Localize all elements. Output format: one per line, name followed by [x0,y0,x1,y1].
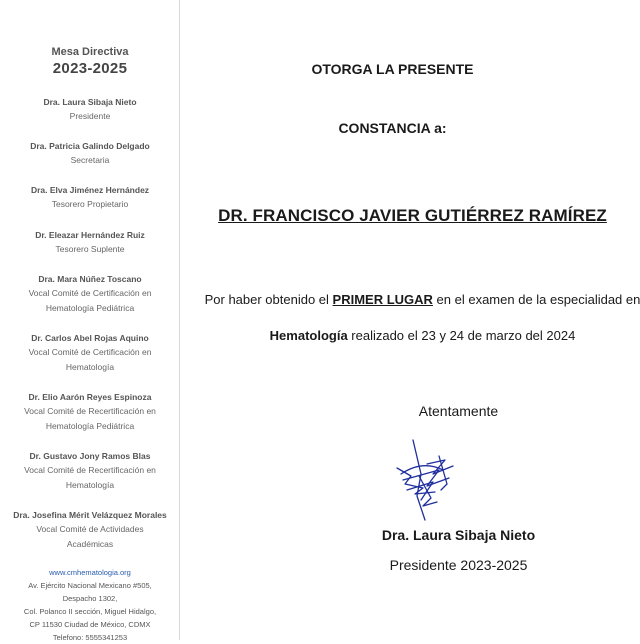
signer-role: Presidente 2023-2025 [389,557,528,573]
address-line: Despacho 1302, [62,594,118,603]
member-entry [0,139,180,168]
signature-image [393,436,463,526]
member-name: Dra. Patricia Galindo Delgado [30,141,150,151]
reason-line-2 [193,328,640,343]
logo-text [42,0,137,3]
website-link[interactable]: www.cmhematologia.org [49,568,131,577]
member-role: Vocal Comité de Certificación en [28,288,152,298]
specialty: Hematología [269,328,348,343]
phone-line: Telefono: 5555341253 [52,633,128,642]
member-role: Hematología [65,362,115,372]
sidebar-board [0,0,180,640]
member-role: Hematología [65,480,115,490]
reason-date: realizado el 23 y 24 de marzo del 2024 [347,328,576,343]
address-line: CP 11530 Ciudad de México, CDMX [29,620,151,629]
member-entry [0,183,180,212]
member-name: Dra. Elva Jiménez Hernández [30,185,150,195]
member-entry [0,390,180,434]
reason-line-1 [193,292,640,307]
member-role: Tesorero Propietario [51,199,129,209]
member-entry [0,449,180,493]
member-entry [0,228,180,257]
member-name: Dr. Elio Aarón Reyes Espinoza [28,392,152,402]
member-role: Hematología Pediátrica [45,303,135,313]
member-entry [0,272,180,316]
member-role: Presidente [69,111,111,121]
reason-post: en el examen de la especialidad en [432,292,640,307]
member-name: Dra. Mara Núñez Toscano [38,274,142,284]
board-title: Mesa Directiva [51,46,129,58]
member-role: Vocal Comité de Recertificación en [24,406,156,416]
address-line: Col. Polanco II sección, Miguel Hidalgo, [23,607,157,616]
member-name: Dra. Laura Sibaja Nieto [43,97,137,107]
contact-block [0,566,180,644]
address-line: Av. Ejército Nacional Mexicano #505, [28,581,152,590]
signer-name: Dra. Laura Sibaja Nieto [381,527,536,543]
member-role: Vocal Comité de Certificación en [28,347,152,357]
member-role: Tesorero Suplente [55,244,125,254]
member-entry [0,331,180,375]
closing: Atentamente [418,403,499,419]
member-entry [0,95,180,124]
member-name: Dr. Carlos Abel Rojas Aquino [31,333,149,343]
recipient-name: DR. FRANCISCO JAVIER GUTIÉRREZ RAMÍREZ [218,206,607,225]
member-role: Vocal Comité de Actividades [36,524,144,534]
award-highlight: PRIMER LUGAR [332,292,433,307]
member-role: Vocal Comité de Recertificación en [24,465,156,475]
member-name: Dr. Gustavo Jony Ramos Blas [29,451,151,461]
member-role: Secretaria [70,155,110,165]
member-name: Dra. Josefina Mérit Velázquez Morales [13,510,167,520]
member-role: Hematología Pediátrica [45,421,135,431]
grant-line: OTORGA LA PRESENTE [311,61,474,77]
certificate-body [181,0,640,640]
board-years: 2023-2025 [52,60,128,77]
member-role: Académicas [66,539,114,549]
member-name: Dr. Eleazar Hernández Ruiz [35,230,145,240]
constancia-line: CONSTANCIA a: [338,120,447,136]
reason-pre: Por haber obtenido el [204,292,333,307]
member-entry [0,508,180,552]
organization-logo [38,0,138,22]
